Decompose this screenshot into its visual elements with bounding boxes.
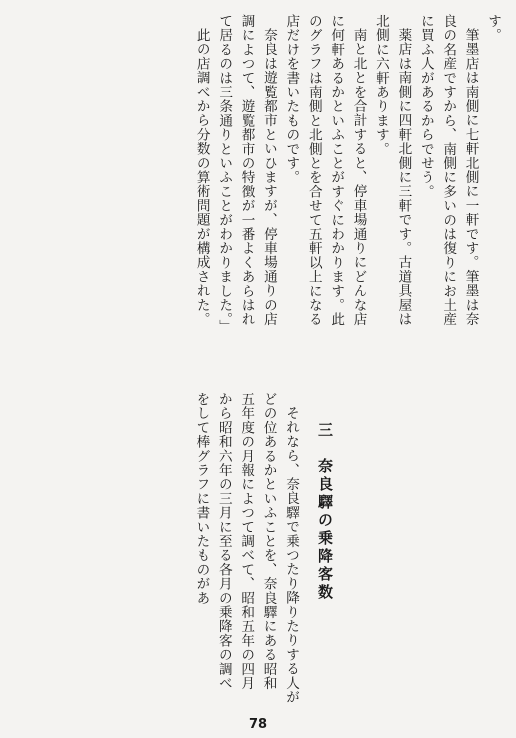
paragraph: 此の店調べから分数の算術問題が構成された。 <box>193 27 210 326</box>
paragraph: 筆墨店は南側に七軒北側に一軒です。筆墨は奈良の名産ですから、南側に多いのは復りにお土産に買ふ人があるからでせう。 <box>417 14 479 327</box>
lower-text-block <box>8 392 348 704</box>
paragraph: 薬店は南側に四軒北側に三軒です。古道具屋は北側に六軒あります。 <box>372 14 412 326</box>
paragraph: す。 <box>485 14 501 43</box>
paragraph: それなら、奈良驛で乗つたり降りたりする人がどの位あるかといふことを、奈良驛にある昭和五年度の月報によつて調べて、昭和五年の四月から昭和六年の三月に至る各月の乗降客の調べをして棒グラフに書いたものがあ <box>193 392 299 704</box>
page-number: 78 <box>248 717 268 732</box>
upper-text-block <box>4 14 504 332</box>
section-heading: 三 奈良驛の乗降客数 <box>316 422 334 602</box>
paragraph: 南と北とを合計すると、停車場通りにどんな店に何軒あるかといふことがすぐにわかります。此のグラフは南側と北側とを合せて五軒以上になる店だけを書いたものです。 <box>283 14 367 327</box>
paragraph: 奈良は遊覧都市といひますが、停車場通りの店調によつて、遊覧都市の特徴が一番よくあらはれて居るのは三条通りといふことがわかりました。」 <box>216 14 277 334</box>
